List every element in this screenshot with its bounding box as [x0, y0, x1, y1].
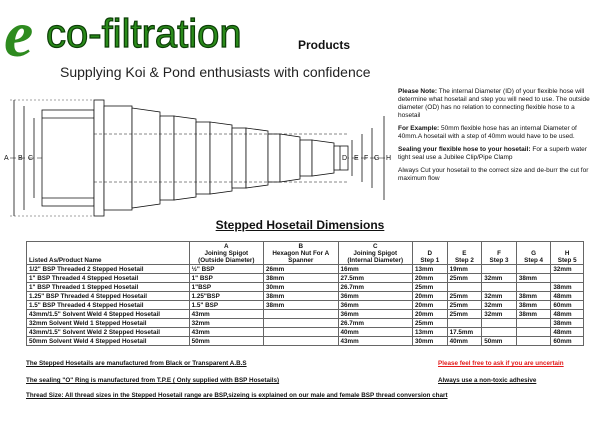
table-header-row: [27, 242, 584, 265]
footer-adhesive-note: Always use a non-toxic adhesive: [438, 377, 537, 384]
dim-label-c: C: [28, 155, 34, 162]
dimension-cell: 60mm: [551, 301, 584, 310]
dim-label-g: G: [374, 155, 380, 162]
dimension-cell: [447, 319, 482, 328]
table-row: [27, 301, 584, 310]
dimension-cell: [516, 337, 551, 346]
example-paragraph: [398, 125, 598, 141]
table-title: Stepped Hosetail Dimensions: [215, 218, 385, 232]
dimension-cell: 26.7mm: [338, 283, 412, 292]
dimension-cell: 32mm: [482, 274, 517, 283]
dimension-cell: [447, 283, 482, 292]
dimension-cell: 26mm: [264, 265, 338, 274]
table-header-cell: [516, 242, 551, 265]
table-row: [27, 328, 584, 337]
note-text: The internal Diameter (ID) of your flexible hose will determine what hosetail and step you will need to use. The outside diameter (OD) has no relation to connecting flexible hose to a hosetail: [398, 88, 590, 119]
product-name-cell: 1.5" BSP Threaded 4 Stepped Hosetail: [27, 301, 190, 310]
header-line: Listed As/Product Name: [29, 256, 102, 264]
note-label: Please Note:: [398, 88, 438, 95]
example-text: 50mm flexible hose has an internal Diameter of 40mm.A hosetail with a step of 40mm would have to be used.: [398, 125, 577, 140]
dimension-cell: 1.5" BSP: [189, 301, 263, 310]
header-line: Spanner: [288, 256, 314, 264]
header-line: F: [497, 249, 501, 257]
dim-label-a: A: [4, 155, 9, 162]
header-line: G: [531, 249, 537, 257]
dim-label-b: B: [18, 155, 23, 162]
dimension-cell: 38mm: [516, 310, 551, 319]
dimension-cell: [264, 337, 338, 346]
dimension-cell: 25mm: [412, 319, 447, 328]
table-header-cell: [447, 242, 482, 265]
table-header-cell: [412, 242, 447, 265]
notes-panel: [398, 88, 598, 188]
dimension-cell: [516, 283, 551, 292]
dimension-cell: 25mm: [447, 274, 482, 283]
header-line: H: [564, 249, 570, 257]
example-label: For Example:: [398, 125, 440, 132]
dimension-cell: 32mm: [482, 301, 517, 310]
dimension-cell: 32mm: [482, 310, 517, 319]
table-header-cell: [551, 242, 584, 265]
dimension-cell: 43mm: [338, 337, 412, 346]
header-line: Step 4: [524, 256, 544, 264]
dimension-cell: 38mm: [516, 292, 551, 301]
dim-label-f: F: [364, 155, 369, 162]
dimension-cell: 38mm: [264, 301, 338, 310]
footer-ask-note: Please feel free to ask if you are uncertain: [438, 360, 564, 367]
dimension-cell: 20mm: [412, 274, 447, 283]
dimension-cell: [264, 310, 338, 319]
dimension-cell: 38mm: [551, 319, 584, 328]
dimension-cell: 43mm: [189, 310, 263, 319]
dimension-cell: 19mm: [447, 265, 482, 274]
table-row: [27, 283, 584, 292]
sealing-label: Sealing your flexible hose to your hosetail:: [398, 146, 531, 153]
dimension-cell: 30mm: [412, 337, 447, 346]
product-name-cell: 1.25" BSP Threaded 4 Stepped Hosetail: [27, 292, 190, 301]
table-header-cell: [264, 242, 338, 265]
dimension-cell: 1" BSP: [189, 274, 263, 283]
dimension-cell: 60mm: [551, 337, 584, 346]
dimensions-table: [26, 241, 584, 346]
header-line: (Internal Diameter): [347, 256, 404, 264]
dimension-cell: 17.5mm: [447, 328, 482, 337]
dim-label-d: D: [342, 155, 348, 162]
dimension-cell: [264, 328, 338, 337]
product-name-cell: 1/2" BSP Threaded 2 Stepped Hosetail: [27, 265, 190, 274]
sealing-paragraph: [398, 146, 598, 162]
dimension-cell: [551, 274, 584, 283]
dim-label-h: H: [386, 155, 392, 162]
header-line: Step 5: [557, 256, 577, 264]
footer-oring-note: The sealing "O" Ring is manufactured from T.P.E ( Only supplied with BSP Hosetails): [26, 377, 280, 384]
dimension-cell: [482, 319, 517, 328]
table-header-cell: [338, 242, 412, 265]
dimension-cell: [482, 283, 517, 292]
header-line: Step 3: [489, 256, 509, 264]
dimension-cell: 27.5mm: [338, 274, 412, 283]
logo-wordmark: co-filtration: [46, 12, 242, 56]
dimension-cell: 48mm: [551, 292, 584, 301]
dimension-cell: 13mm: [412, 265, 447, 274]
footer-thread-note: Thread Size: All thread sizes in the Stepped Hosetail range are BSP,sizeing is explained on our male and female BSP thread conversion chart: [26, 392, 448, 399]
dimension-cell: 38mm: [264, 292, 338, 301]
dimension-cell: 30mm: [264, 283, 338, 292]
sealing-text: For a superb water tight seal use a Jubilee Clip/Pipe Clamp: [398, 146, 587, 161]
table-row: [27, 265, 584, 274]
table-body: [27, 265, 584, 346]
header-line: Joining Spigot: [353, 249, 398, 257]
dimension-cell: 50mm: [189, 337, 263, 346]
header-line: Step 1: [420, 256, 440, 264]
footer-abs-note: The Stepped Hosetails are manufactured from Black or Transparent A.B.S: [26, 360, 247, 367]
header-line: (Outside Diameter): [198, 256, 255, 264]
dimension-cell: [482, 265, 517, 274]
dimension-cell: 26.7mm: [338, 319, 412, 328]
header-line: D: [427, 249, 433, 257]
dimension-cell: [516, 328, 551, 337]
dimension-cell: 50mm: [482, 337, 517, 346]
dimension-cell: 38mm: [264, 274, 338, 283]
table-header-cell: [189, 242, 263, 265]
dimension-cell: [516, 265, 551, 274]
header-line: A: [224, 242, 229, 250]
dimension-cell: 36mm: [338, 292, 412, 301]
dimension-cell: [516, 319, 551, 328]
dimension-cell: 25mm: [447, 301, 482, 310]
dimension-cell: 38mm: [551, 283, 584, 292]
dimension-cell: 20mm: [412, 301, 447, 310]
note-paragraph: [398, 88, 598, 120]
tagline: Supplying Koi & Pond enthusiasts with confidence: [60, 64, 371, 80]
table-row: [27, 337, 584, 346]
product-name-cell: 32mm Solvent Weld 1 Stepped Hosetail: [27, 319, 190, 328]
dimension-cell: 36mm: [338, 310, 412, 319]
dimension-cell: 20mm: [412, 292, 447, 301]
dimension-cell: 16mm: [338, 265, 412, 274]
table-row: [27, 310, 584, 319]
dimension-cell: 38mm: [516, 274, 551, 283]
product-name-cell: 1" BSP Threaded 1 Stepped Hosetail: [27, 283, 190, 292]
table-row: [27, 319, 584, 328]
dimension-cell: 1.25"BSP: [189, 292, 263, 301]
table-row: [27, 292, 584, 301]
dimension-cell: 1"BSP: [189, 283, 263, 292]
product-name-cell: 1" BSP Threaded 4 Stepped Hosetail: [27, 274, 190, 283]
logo-products-label: Products: [298, 38, 351, 52]
dimension-cell: 48mm: [551, 310, 584, 319]
hosetail-diagram: [0, 88, 392, 228]
table-header-cell: [27, 242, 190, 265]
header-line: C: [372, 242, 378, 250]
dimension-cell: 20mm: [412, 310, 447, 319]
product-name-cell: 43mm/1.5" Solvent Weld 4 Stepped Hosetail: [27, 310, 190, 319]
dimension-cell: 32mm: [551, 265, 584, 274]
table-row: [27, 274, 584, 283]
table-header-cell: [482, 242, 517, 265]
company-logo: [4, 2, 324, 72]
dimension-cell: 48mm: [551, 328, 584, 337]
product-name-cell: 43mm/1.5" Solvent Weld 2 Stepped Hosetail: [27, 328, 190, 337]
header-line: Step 2: [454, 256, 474, 264]
dimension-cell: [482, 328, 517, 337]
header-line: B: [298, 242, 304, 250]
dimension-cell: 25mm: [447, 310, 482, 319]
dimension-cell: 32mm: [189, 319, 263, 328]
header-line: E: [462, 249, 467, 257]
dimension-cell: 32mm: [482, 292, 517, 301]
dim-label-e: E: [354, 155, 359, 162]
dimension-cell: 40mm: [338, 328, 412, 337]
dimension-cell: 25mm: [412, 283, 447, 292]
dimension-cell: 38mm: [516, 301, 551, 310]
cut-paragraph: Always Cut your hosetail to the correct size and de-burr the cut for maximum flow: [398, 167, 589, 182]
dimension-cell: [264, 319, 338, 328]
dimension-cell: 36mm: [338, 301, 412, 310]
dimension-cell: 13mm: [412, 328, 447, 337]
logo-e-letter: e: [4, 0, 34, 71]
dimension-cell: 43mm: [189, 328, 263, 337]
header-line: Hexagon Nut For A: [272, 249, 330, 257]
product-name-cell: 50mm Solvent Weld 4 Stepped Hosetail: [27, 337, 190, 346]
dimension-cell: ½" BSP: [189, 265, 263, 274]
dimension-cell: 25mm: [447, 292, 482, 301]
dimension-cell: 40mm: [447, 337, 482, 346]
header-line: Joining Spigot: [204, 249, 249, 257]
